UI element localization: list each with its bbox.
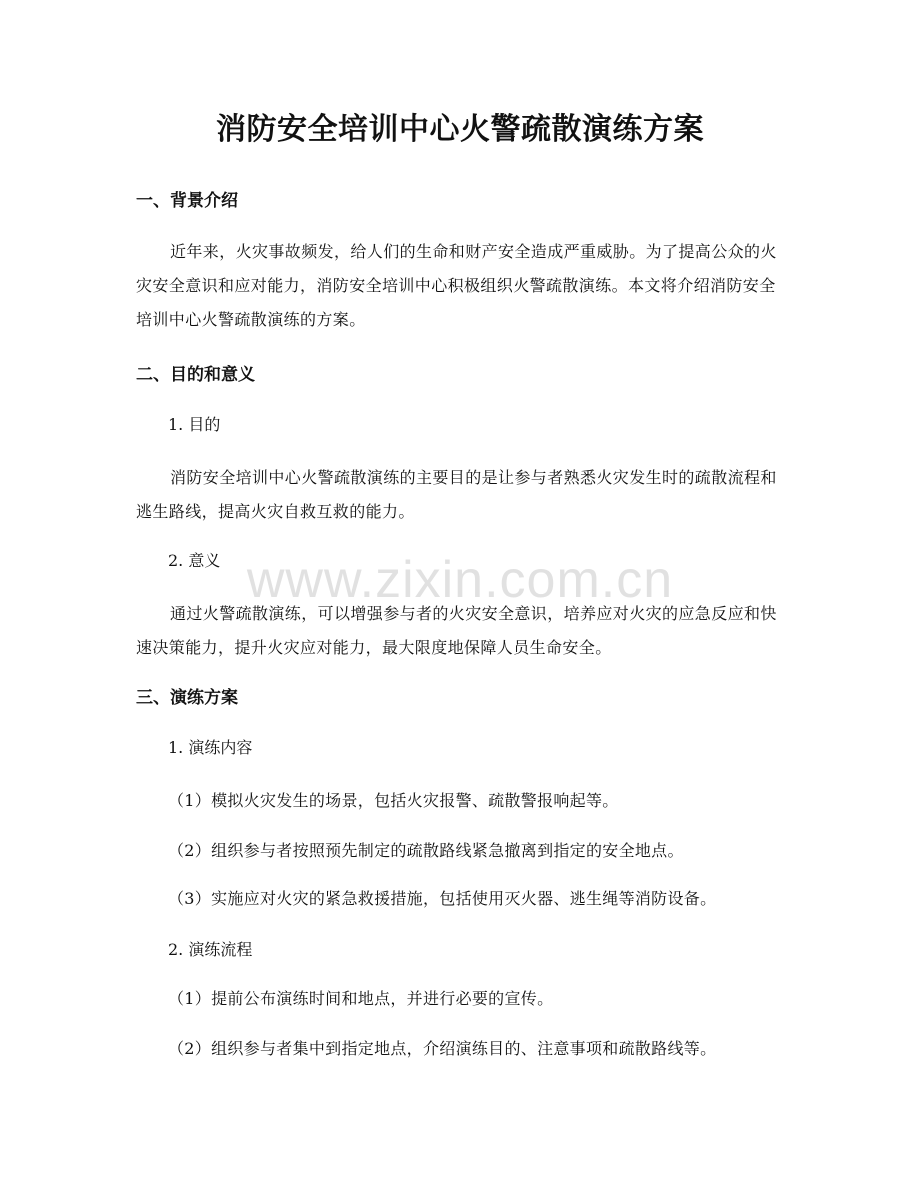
watermark: www.zixin.com.cn — [246, 551, 674, 609]
section-heading-background: 一、背景介绍 — [136, 191, 238, 211]
list-item: （1）模拟火灾发生的场景，包括火灾报警、疏散警报响起等。 — [168, 791, 619, 810]
paragraph-significance: 通过火警疏散演练，可以增强参与者的火灾安全意识，培养应对火灾的应急反应和快速决策能力，提升火灾应对能力，最大限度地保障人员生命安全。 — [136, 604, 777, 657]
paragraph-background: 近年来，火灾事故频发，给人们的生命和财产安全造成严重威胁。为了提高公众的火灾安全意识和应对能力，消防安全培训中心积极组织火警疏散演练。本文将介绍消防安全培训中心火警疏散演练的方案。 — [136, 242, 777, 329]
subheading-significance: 2. 意义 — [168, 551, 221, 570]
list-item: （2）组织参与者按照预先制定的疏散路线紧急撤离到指定的安全地点。 — [168, 841, 684, 860]
subheading-drill-content: 1. 演练内容 — [168, 738, 253, 757]
section-heading-purpose: 二、目的和意义 — [136, 365, 255, 385]
paragraph-purpose: 消防安全培训中心火警疏散演练的主要目的是让参与者熟悉火灾发生时的疏散流程和逃生路线，提高火灾自救互救的能力。 — [136, 468, 777, 521]
list-item: （1）提前公布演练时间和地点，并进行必要的宣传。 — [168, 989, 554, 1008]
subheading-drill-process: 2. 演练流程 — [168, 940, 253, 959]
document-title: 消防安全培训中心火警疏散演练方案 — [216, 112, 704, 147]
list-item: （2）组织参与者集中到指定地点，介绍演练目的、注意事项和疏散路线等。 — [168, 1039, 717, 1058]
section-heading-plan: 三、演练方案 — [136, 688, 238, 708]
subheading-purpose: 1. 目的 — [168, 415, 221, 434]
list-item: （3）实施应对火灾的紧急救援措施，包括使用灭火器、逃生绳等消防设备。 — [168, 889, 717, 908]
